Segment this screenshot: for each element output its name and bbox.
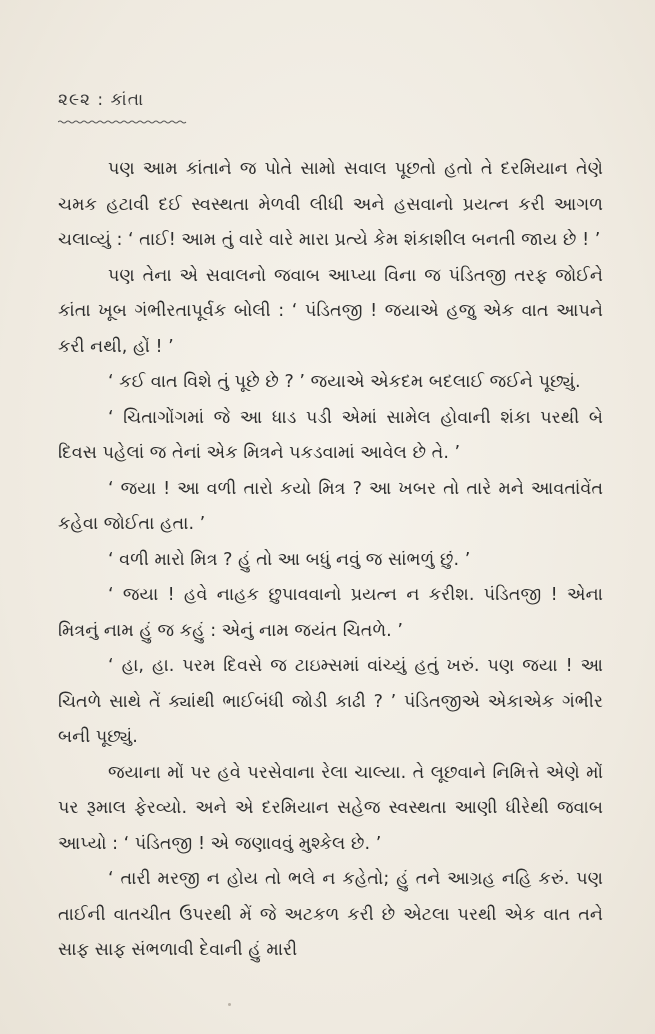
paragraph-8: ‘ હા, હા. પરમ દિવસે જ ટાઇમ્સમાં વાંચ્યું હતું ખરું. પણ જયા ! આ ચિતળે સાથે તેં ક્યાંથી ભાઈબંધી જોડી કાઢી ? ’ પંડિતજીએ એકાએક ગંભીર બની પૂછ્યું.: [58, 656, 603, 747]
paper-speck: [228, 1003, 231, 1006]
page-header: ૨૯૨ : કાંતા: [58, 90, 145, 110]
paragraph-7: ‘ જયા ! હવે નાહક છુપાવવાનો પ્રયત્ન ન કરીશ. પંડિતજી ! એના મિત્રનું નામ હું જ કહું : એનું નામ જયંત ચિતળે. ’: [58, 585, 603, 641]
paragraph-6: ‘ વળી મારો મિત્ર ? હું તો આ બધું નવું જ સાંભળું છું. ’: [108, 549, 471, 570]
paragraph-4: ‘ ચિતાગોંગમાં જે આ ધાડ પડી એમાં સામેલ હોવાની શંકા પરથી બે દિવસ પહેલાં જ તેનાં એક મિત્રને પકડવામાં આવેલ છે તે. ’: [58, 407, 603, 463]
body-text: [58, 152, 603, 969]
paragraph-10: ‘ તારી મરજી ન હોય તો ભલે ન કહેતો; હું તને આગ્રહ નહિ કરું. પણ તાઈની વાતચીત ઉપરથી મેં જે અટકળ કરી છે એટલા પરથી એક વાત તને સાફ સાફ સંભળાવી દેવાની હું મારી: [58, 869, 603, 960]
paragraph-3: ‘ કઈ વાત વિશે તું પૂછે છે ? ’ જયાએ એકદમ બદલાઈ જઈને પૂછ્યું.: [108, 372, 581, 392]
paragraph-1: પણ આમ કાંતાને જ પોતે સામો સવાલ પૂછતો હતો તે દરમિયાન તેણે ચમક હટાવી દઈ સ્વસ્થતા મેળવી લીધી અને હસવાનો પ્રયત્ન કરી આગળ ચલાવ્યું : ‘ તાઈ! આમ તું વારે વારે મારા પ્રત્યે કેમ શંકાશીલ બનતી જાય છે ! ’: [58, 159, 603, 250]
paragraph-9: જયાના મોં પર હવે પરસેવાના રેલા ચાલ્યા. તે લૂછવાને નિમિત્તે એણે મોં પર રૂમાલ ફેરવ્યો. અને એ દરમિયાન સહેજ સ્વસ્થતા આણી ધીરેથી જવાબ આપ્યો : ‘ પંડિતજી ! એ જણાવવું મુશ્કેલ છે. ’: [58, 762, 603, 854]
paragraph-5: ‘ જયા ! આ વળી તારો કયો મિત્ર ? આ ખબર તો તારે મને આવતાંવેંત કહેવા જોઈતા હતા. ’: [58, 478, 603, 534]
header-wavy-rule: [58, 120, 188, 124]
paragraph-2: પણ તેના એ સવાલનો જવાબ આપ્યા વિના જ પંડિતજી તરફ જોઈને કાંતા ખૂબ ગંભીરતાપૂર્વક બોલી : ‘ પંડિતજી ! જયાએ હજુ એક વાત આપને કરી નથી, હોં ! ’: [58, 265, 603, 357]
